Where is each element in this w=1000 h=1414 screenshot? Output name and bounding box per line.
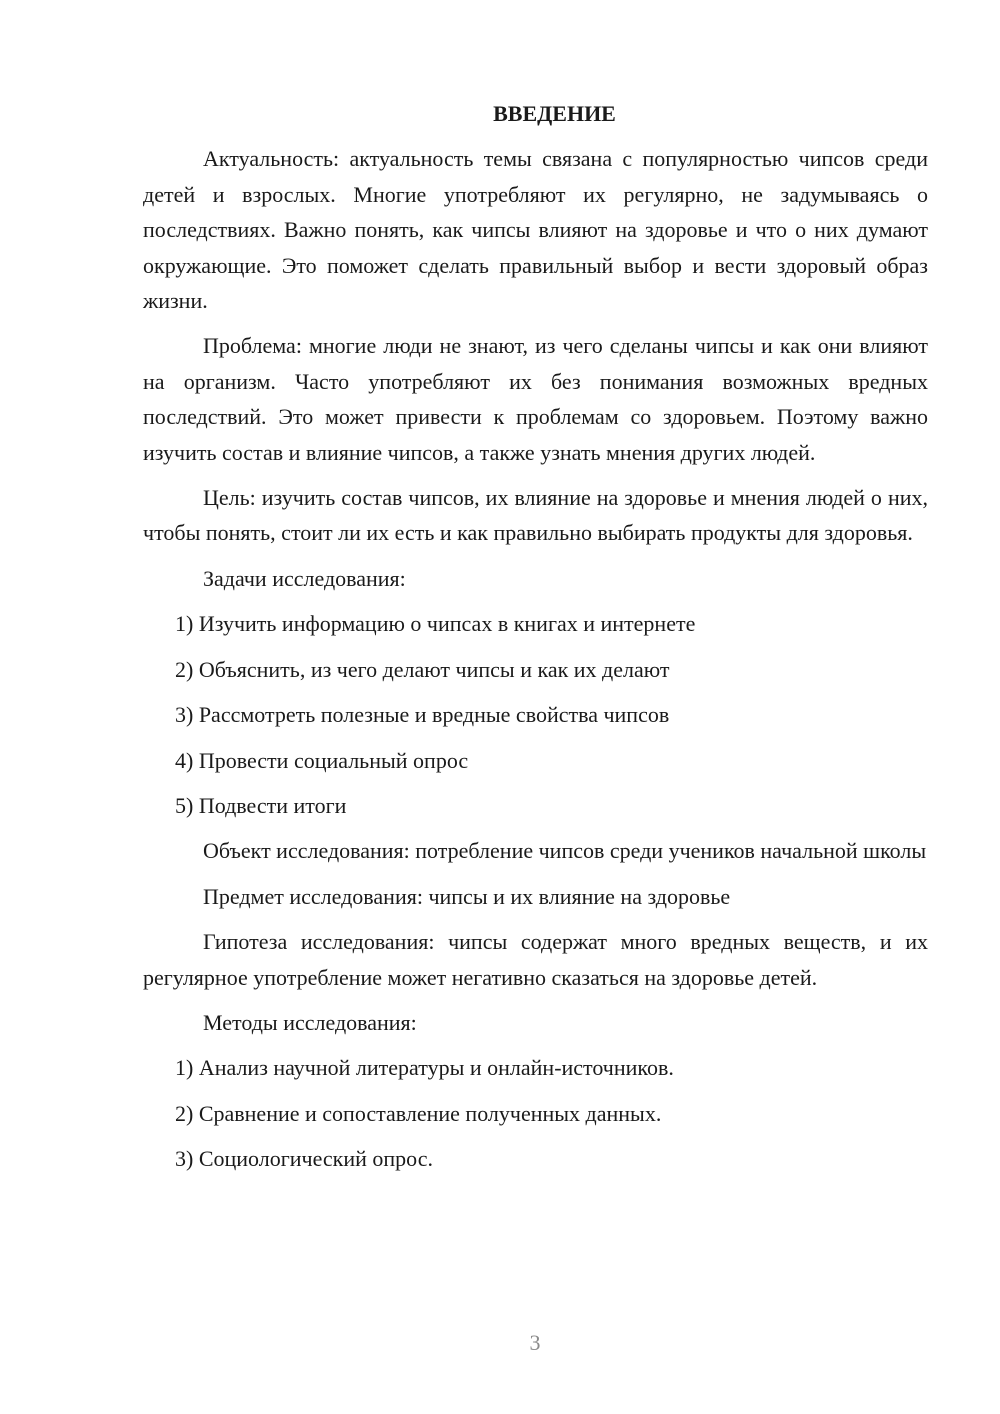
problem-paragraph: Проблема: многие люди не знают, из чего сделаны чипсы и как они влияют на организм. Часто употребляют их без понимания возможных вредных последствий. Это может привести к проблемам со здоровьем. Поэтому важно изучить состав и влияние чипсов, а также узнать мнения других людей. [143, 333, 928, 465]
tasks-list [143, 606, 928, 823]
list-item: 1) Анализ научной литературы и онлайн-источников. [175, 1055, 674, 1081]
object-paragraph: Объект исследования: потребление чипсов среди учеников начальной школы [203, 838, 927, 864]
list-item: 5) Подвести итоги [175, 792, 347, 818]
document-body [143, 96, 928, 1187]
list-item: 3) Социологический опрос. [175, 1146, 433, 1172]
page-title: ВВЕДЕНИЕ [493, 101, 616, 126]
goal-paragraph: Цель: изучить состав чипсов, их влияние на здоровье и мнения людей о них, чтобы понять, стоит ли их есть и как правильно выбирать продукты для здоровья. [143, 485, 928, 546]
list-item: 2) Объяснить, из чего делают чипсы и как их делают [175, 656, 670, 682]
list-item: 4) Провести социальный опрос [175, 747, 469, 773]
hypothesis-paragraph: Гипотеза исследования: чипсы содержат много вредных веществ, и их регулярное употребление может негативно сказаться на здоровье детей. [143, 929, 928, 990]
list-item: 3) Рассмотреть полезные и вредные свойства чипсов [175, 702, 670, 728]
methods-list [143, 1050, 928, 1176]
page-number: 3 [529, 1330, 541, 1355]
relevance-paragraph: Актуальность: актуальность темы связана с популярностью чипсов среди детей и взрослых. Многие употребляют их регулярно, не задумываясь о последствиях. Важно понять, как чипсы влияют на здоровье и что о них думают окружающие. Это поможет сделать правильный выбор и вести здоровый образ жизни. [143, 146, 928, 314]
list-item: 1) Изучить информацию о чипсах в книгах и интернете [175, 611, 696, 637]
list-item: 2) Сравнение и сопоставление полученных данных. [175, 1100, 662, 1126]
tasks-heading: Задачи исследования: [203, 565, 406, 591]
subject-paragraph: Предмет исследования: чипсы и их влияние на здоровье [203, 883, 731, 909]
methods-heading: Методы исследования: [203, 1009, 417, 1035]
